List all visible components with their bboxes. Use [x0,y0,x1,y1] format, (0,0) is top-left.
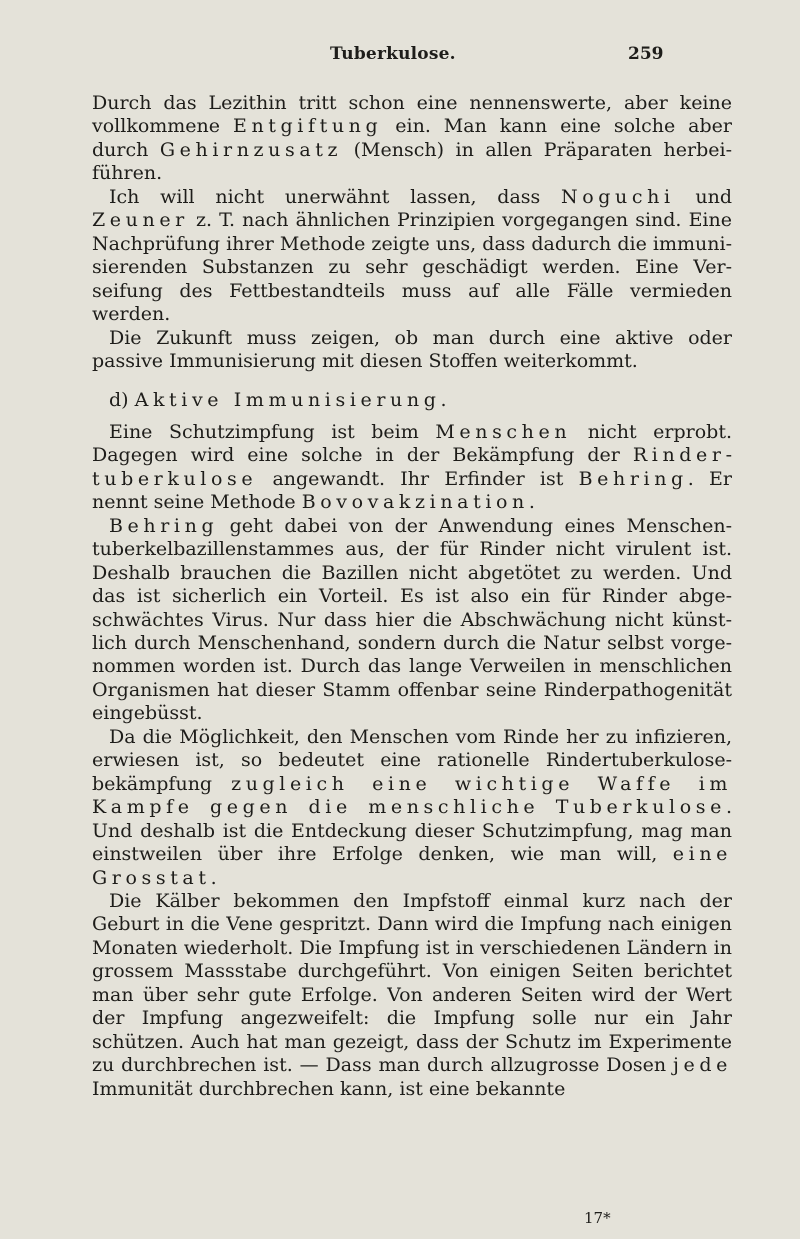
paragraph: Die Zukunft muss zeigen, ob man durch eine aktive oder passive Immunisierung mit diesen Stoffen weiterkommt. [92,326,732,372]
spaced-emphasis: jede [673,1054,732,1077]
section-heading-title: Aktive Immunisierung. [134,389,452,412]
spaced-emphasis: Zeuner [92,209,189,232]
running-header: Tuberkulose. [330,44,456,64]
spaced-emphasis: Behring [578,467,688,490]
spaced-emphasis: Behring [109,514,219,537]
paragraph: Da die Möglichkeit, den Menschen vom Rinde her zu infizieren, erwiesen ist, so bedeutet eine rationelle Rindertuberkulosebekämpfung zugleich eine wichtige Waffe im Kampfe gegen die menschliche Tuberkulose. Und deshalb ist die Entdeckung dieser Schutzimpfung, mag man einstweilen über ihre Erfolge denken, wie man will, eine Grosstat. [92,725,732,889]
page-number: 259 [628,44,664,64]
paragraph: Die Kälber bekommen den Impfstoff einmal kurz nach der Geburt in die Vene gespritzt. Dann wird die Impfung nach einigen Monaten wiederholt. Die Impfung ist in verschiedenen Ländern in grossem Massstabe durchgeführt. Von einigen Seiten berichtet man über sehr gute Erfolge. Von anderen Seiten wird der Wert der Impfung angezweifelt: die Impfung solle nur ein Jahr schützen. Auch hat man gezeigt, dass der Schutz im Experimente zu durchbrechen ist. — Dass man durch allzugrosse Dosen jede Immunität durchbrechen kann, ist eine bekannte [92,889,732,1100]
spaced-emphasis: Menschen [435,420,572,443]
spaced-emphasis: Entgiftung [233,115,383,138]
spaced-emphasis: Rindertuberkulose [92,444,732,490]
paragraph: Eine Schutzimpfung ist beim Menschen nicht erprobt. Dagegen wird eine solche in der Bekämpfung der Rindertuberkulose angewandt. Ihr Erfinder ist Behring. Er nennt seine Methode Bovovakzination. [92,420,733,514]
paragraph: Durch das Lezithin tritt schon eine nennenswerte, aber keine vollkommene Entgiftung ein. Man kann eine solche aber durch Gehirnzusatz (Mensch) in allen Präparaten herbeiführen. [92,92,732,185]
section-heading: d) Aktive Immunisierung. [109,389,452,412]
spaced-emphasis: zugleich eine wichtige Waffe im Kampfe gegen die menschliche Tuberkulose [92,772,732,819]
paragraph: Ich will nicht unerwähnt lassen, dass Noguchi und Zeuner z. T. nach ähnlichen Prinzipien vorgegangen sind. Eine Nachprüfung ihrer Methode zeigte uns, dass dadurch die immunisierenden Substanzen zu sehr geschädigt werden. Eine Verseifung des Fettbestandteils muss auf alle Fälle vermieden werden. [92,185,732,326]
signature-mark: 17* [584,1209,611,1227]
body-text [92,92,732,1101]
spaced-emphasis: Noguchi [561,185,675,208]
paragraph: Behring geht dabei von der Anwendung eines Menschentuberkelbazillenstammes aus, der für Rinder nicht virulent ist. Deshalb brauchen die Bazillen nicht abgetötet zu werden. Und das ist sicherlich ein Vorteil. Es ist also ein für Rinder abgeschwächtes Virus. Nur dass hier die Abschwächung nicht künstlich durch Menschenhand, sondern durch die Natur selbst vorgenommen worden ist. Durch das lange Verweilen in menschlichen Organismen hat dieser Stamm offenbar seine Rinderpathogenität eingebüsst. [92,514,732,725]
spaced-emphasis: Bovovakzination [301,491,529,514]
spaced-emphasis: eine Grosstat [92,843,732,889]
spaced-emphasis: Gehirnzusatz [159,138,343,161]
